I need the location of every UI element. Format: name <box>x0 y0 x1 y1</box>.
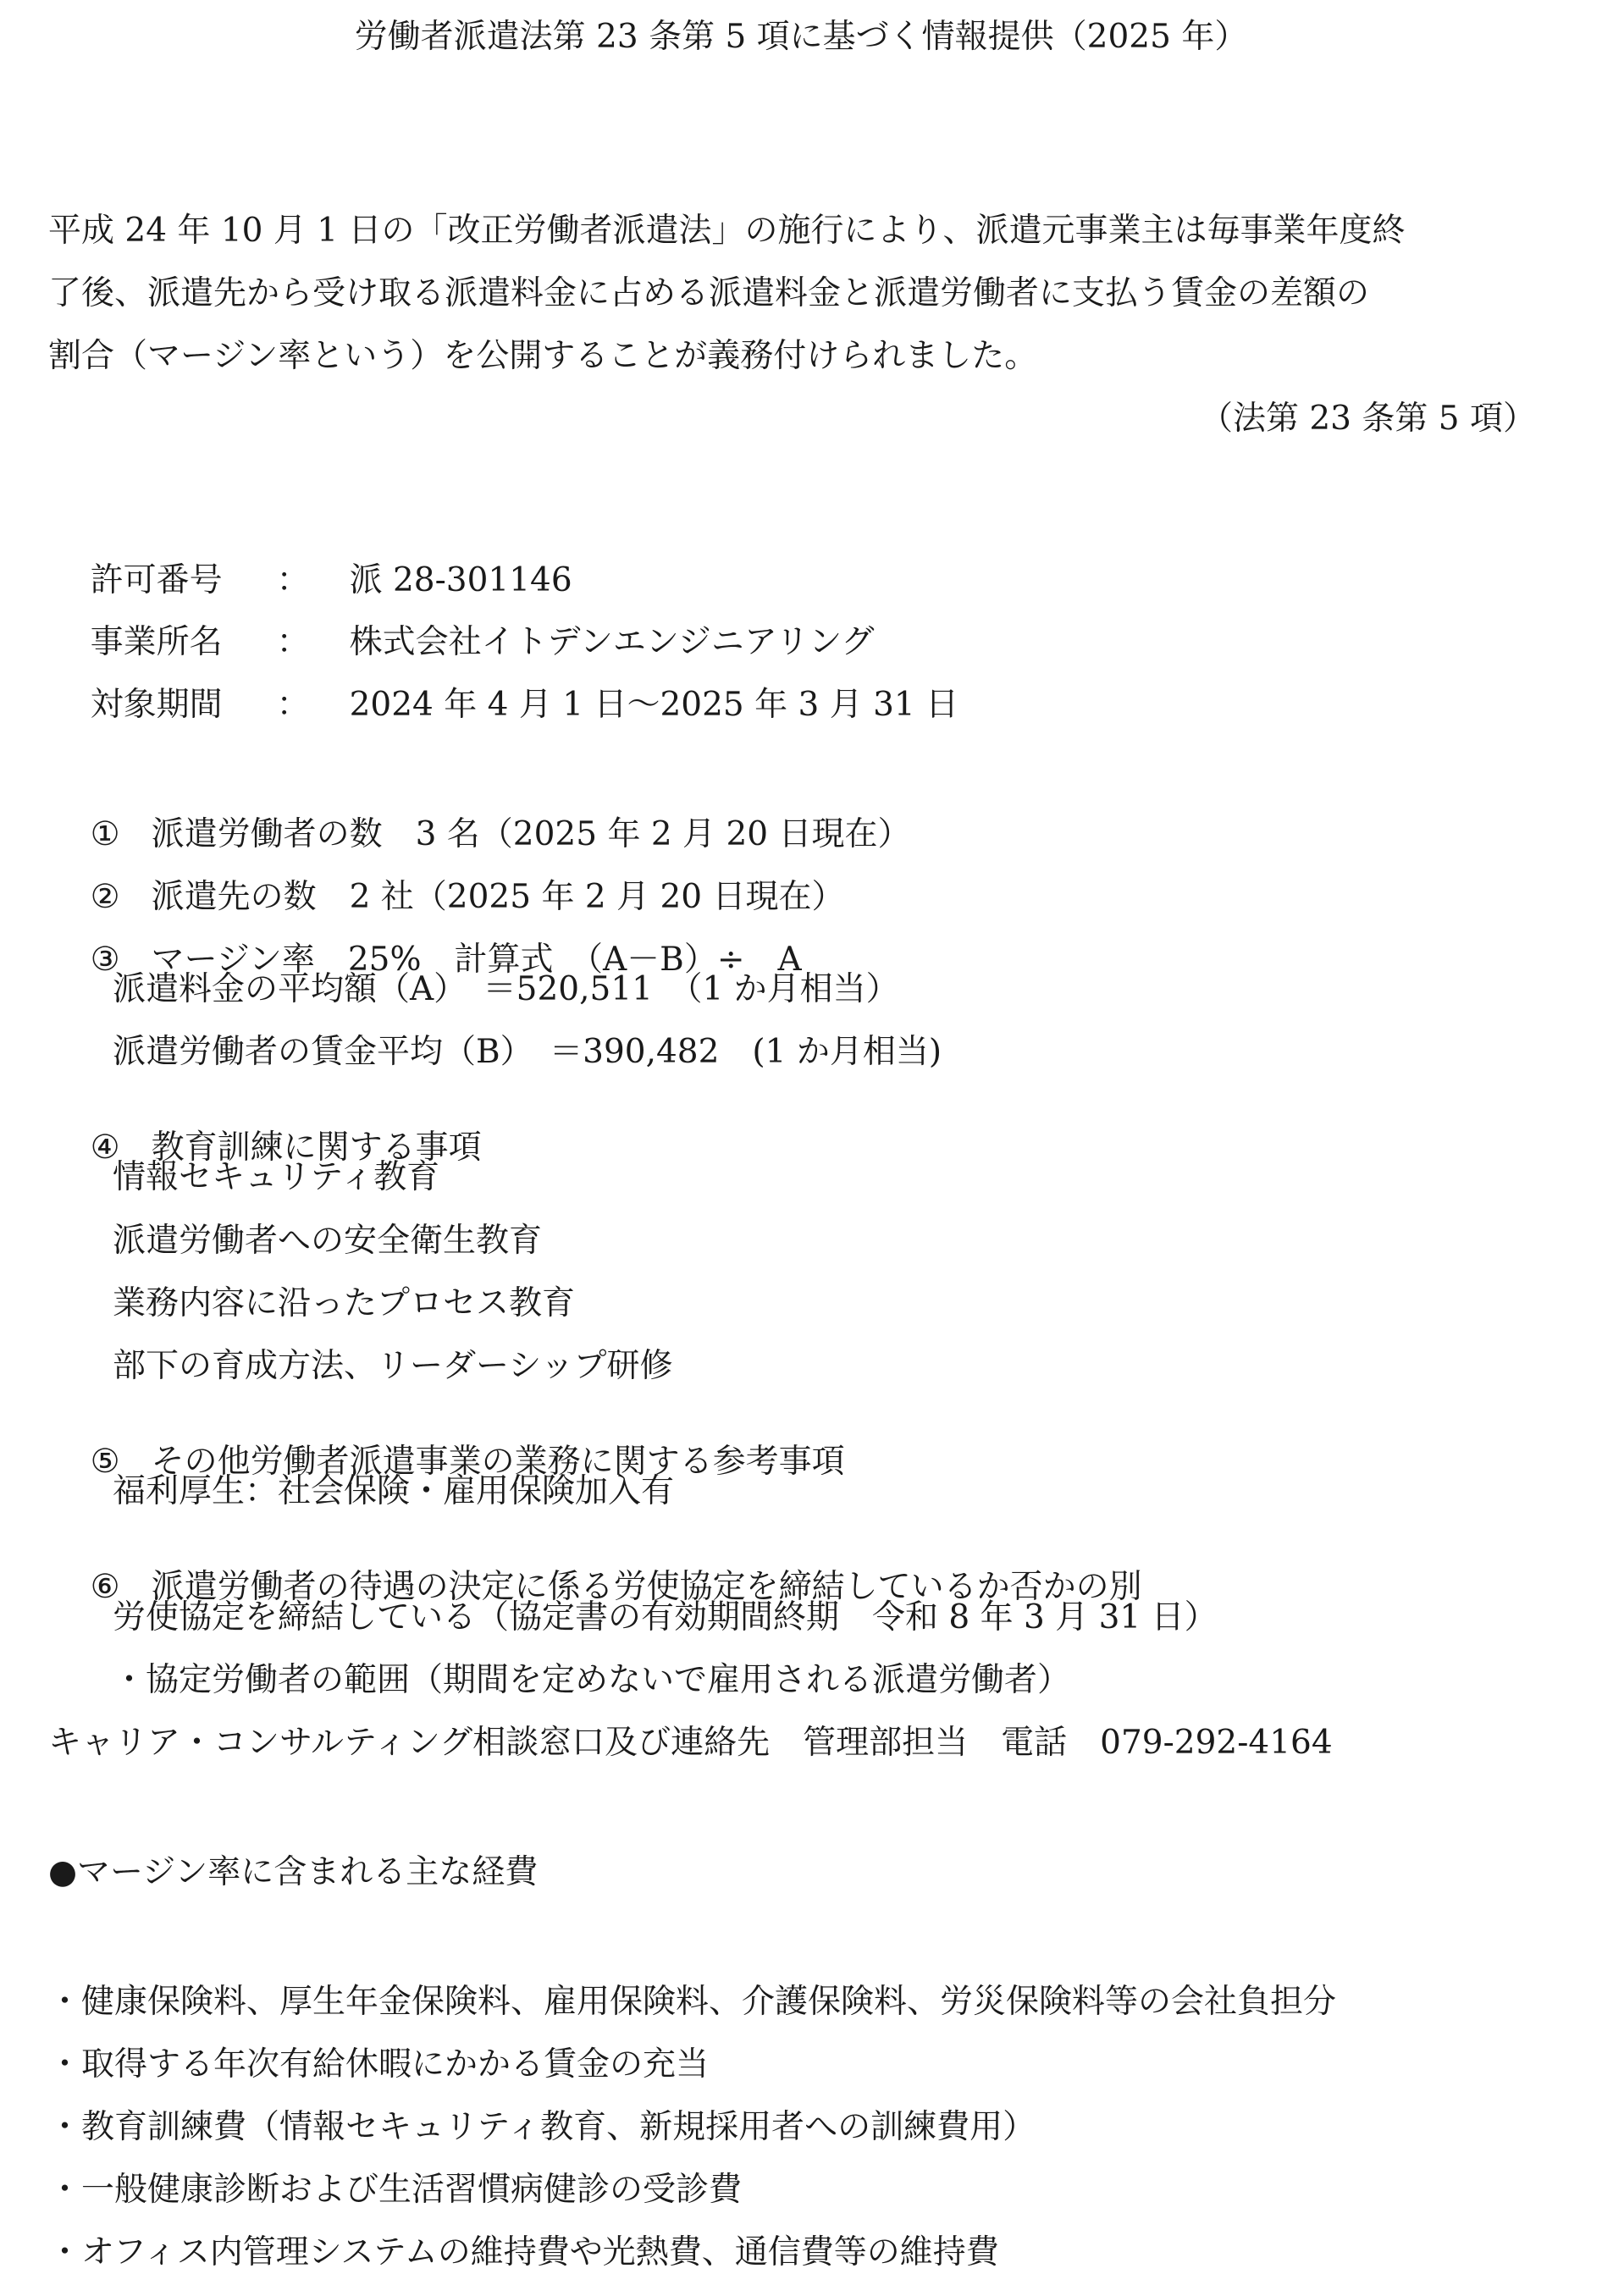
item-3-sub-average-fee: 派遣料金の平均額（A） ＝520,511 （1 か月相当） <box>113 970 899 1008</box>
info-separator: ： <box>276 561 310 599</box>
info-label: 許可番号 <box>90 561 223 599</box>
item-text: 派遣労働者の待遇の決定に係る労使協定を締結しているか否かの別 <box>151 1568 1142 1606</box>
expense-item: ・取得する年次有給休暇にかかる賃金の充当 <box>48 2045 710 2084</box>
item-text: 派遣労働者の数 3 名（2025 年 2 月 20 日現在） <box>151 815 911 853</box>
item-4-sub: 派遣労働者への安全衛生教育 <box>113 1222 543 1260</box>
item-6-sub-agreement: 労使協定を締結している（協定書の有効期間終期 令和 8 年 3 月 31 日） <box>113 1598 1218 1636</box>
item-marker: ④ <box>90 1129 120 1167</box>
expenses-heading: ●マージン率に含まれる主な経費 <box>48 1853 539 1891</box>
page-title: 労働者派遣法第 23 条第 5 項に基づく情報提供（2025 年） <box>354 18 1248 56</box>
intro-line-3: 割合（マージン率という）を公開することが義務付けられました。 <box>48 337 1038 375</box>
contact-line: キャリア・コンサルティング相談窓口及び連絡先 管理部担当 電話 079-292-4164 <box>48 1724 1333 1762</box>
info-value: 派 28-301146 <box>349 561 572 599</box>
info-row-period <box>48 655 958 754</box>
info-value: 2024 年 4 月 1 日～2025 年 3 月 31 日 <box>349 686 959 724</box>
item-text: その他労働者派遣事業の業務に関する参考事項 <box>151 1443 845 1481</box>
item-marker: ⑤ <box>90 1443 120 1481</box>
item-marker: ② <box>90 878 120 916</box>
info-label: 事業所名 <box>90 623 223 661</box>
intro-line-1: 平成 24 年 10 月 1 日の「改正労働者派遣法」の施行により、派遣元事業主は毎事業年度終 <box>48 212 1406 250</box>
expense-item: ・教育訓練費（情報セキュリティ教育、新規採用者への訓練費用） <box>48 2108 1036 2146</box>
item-4-sub: 業務内容に沿ったプロセス教育 <box>113 1284 576 1322</box>
item-text: 派遣先の数 2 社（2025 年 2 月 20 日現在） <box>151 878 845 916</box>
item-4-sub: 部下の育成方法、リーダーシップ研修 <box>113 1347 673 1385</box>
expense-item: ・健康保険料、厚生年金保険料、雇用保険料、介護保険料、労災保険料等の会社負担分 <box>48 1983 1337 2021</box>
expense-item: ・一般健康診断および生活習慣病健診の受診費 <box>48 2171 743 2209</box>
info-separator: ： <box>276 623 310 661</box>
item-marker: ⑥ <box>90 1568 120 1606</box>
item-5-sub-welfare: 福利厚生：社会保険・雇用保険加入有 <box>113 1472 675 1510</box>
item-4-sub: 情報セキュリティ教育 <box>113 1158 440 1196</box>
expense-item: ・オフィス内管理システムの維持費や光熱費、通信費等の維持費 <box>48 2233 999 2271</box>
law-reference: （法第 23 条第 5 項） <box>1199 400 1536 438</box>
item-marker: ① <box>90 815 120 853</box>
intro-line-2: 了後、派遣先から受け取る派遣料金に占める派遣料金と派遣労働者に支払う賃金の差額の <box>48 274 1370 312</box>
item-text: 教育訓練に関する事項 <box>151 1129 482 1167</box>
info-separator: ： <box>276 686 310 724</box>
item-3-sub-average-wage: 派遣労働者の賃金平均（B） ＝390,482 (1 か月相当) <box>113 1033 942 1071</box>
item-text: マージン率 25% 計算式 （A－B）÷ A <box>151 941 802 979</box>
item-marker: ③ <box>90 941 120 979</box>
info-label: 対象期間 <box>90 686 223 724</box>
item-6-sub-scope: ・協定労働者の範囲（期間を定めないで雇用される派遣労働者） <box>113 1661 1071 1699</box>
info-value: 株式会社イトデンエンジニアリング <box>349 623 875 661</box>
